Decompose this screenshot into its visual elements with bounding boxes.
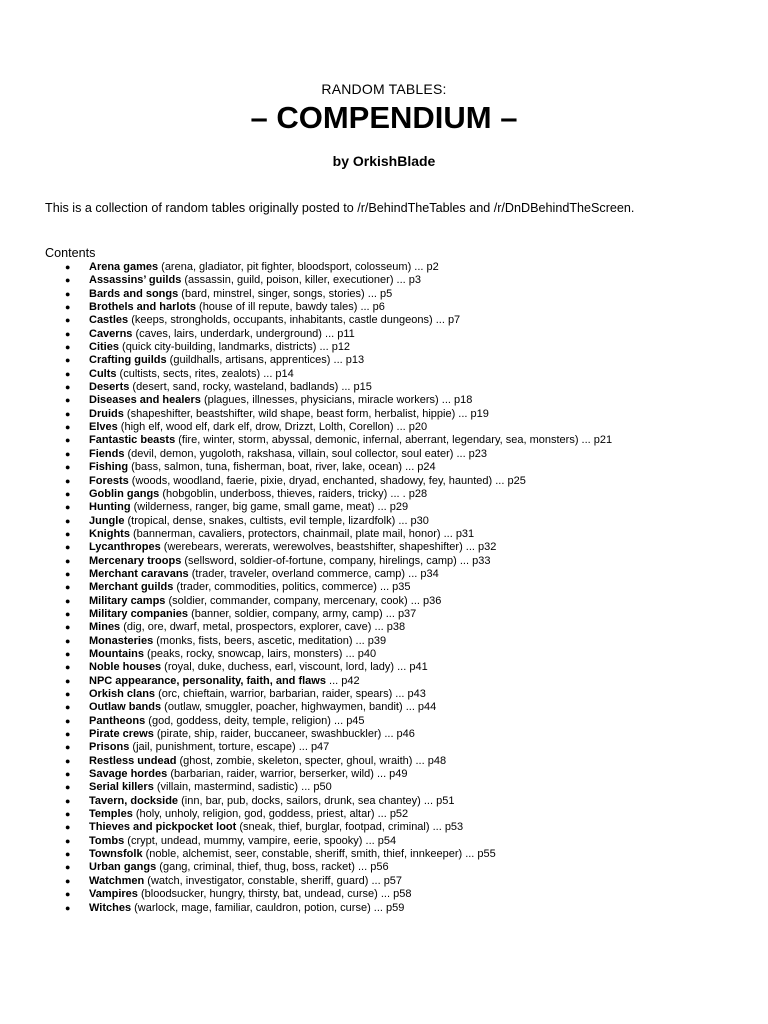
bullet-icon: ● (65, 395, 71, 406)
toc-entry (0, 341, 768, 354)
toc-entry-details: (monks, fists, beers, ascetic, meditation) ... p39 (153, 634, 387, 647)
toc-entry (0, 835, 768, 848)
toc-entry-topic: NPC appearance, personality, faith, and flaws (89, 674, 326, 687)
toc-entry-topic: Lycanthropes (89, 541, 161, 554)
bullet-icon: ● (65, 275, 71, 286)
bullet-icon: ● (65, 422, 71, 433)
toc-entry (0, 661, 768, 674)
bullet-icon: ● (65, 675, 71, 686)
toc-entry (0, 635, 768, 648)
toc-entry-details: (woods, woodland, faerie, pixie, dryad, enchanted, shadowy, fey, haunted) ... p25 (128, 474, 526, 487)
bullet-icon: ● (65, 475, 71, 486)
toc-entry-topic: Assassins’ guilds (89, 274, 182, 287)
contents-heading: Contents (45, 246, 96, 260)
toc-entry-details: (house of ill repute, bawdy tales) ... p6 (195, 301, 385, 314)
toc-entry-details: (inn, bar, pub, docks, sailors, drunk, sea chantey) ... p51 (178, 794, 455, 807)
toc-entry-topic: Diseases and healers (89, 394, 201, 407)
toc-entry-topic: Fantastic beasts (89, 434, 176, 447)
toc-entry-topic: Goblin gangs (89, 487, 160, 500)
toc-entry-details: (cultists, sects, rites, zealots) ... p14 (116, 367, 294, 380)
toc-entry-details: (pirate, ship, raider, buccaneer, swashbuckler) ... p46 (153, 728, 415, 741)
toc-entry-details: (noble, alchemist, seer, constable, sheriff, smith, thief, innkeeper) ... p55 (142, 848, 496, 861)
toc-entry (0, 808, 768, 821)
toc-entry-details: (bard, minstrel, singer, songs, stories) ... p5 (178, 287, 393, 300)
bullet-icon: ● (65, 302, 71, 313)
bullet-icon: ● (65, 488, 71, 499)
toc-entry-topic: Elves (89, 421, 118, 434)
toc-entry-topic: Orkish clans (89, 688, 156, 700)
bullet-icon: ● (65, 702, 71, 713)
toc-entry-details: (plagues, illnesses, physicians, miracle workers) ... p18 (200, 394, 473, 407)
document-kicker: RANDOM TABLES: (321, 81, 447, 97)
toc-entry (0, 461, 768, 474)
toc-entry (0, 795, 768, 808)
toc-entry (0, 528, 768, 541)
bullet-icon: ● (65, 515, 71, 526)
toc-entry-topic: Savage hordes (89, 768, 168, 781)
toc-entry-topic: Cities (89, 341, 119, 354)
toc-entry-details: (holy, unholy, religion, god, goddess, priest, altar) ... p52 (132, 808, 409, 821)
toc-entry-details: (outlaw, smuggler, poacher, highwaymen, bandit) ... p44 (161, 701, 437, 714)
toc-entry (0, 408, 768, 421)
toc-entry-details: (peaks, rocky, snowcap, lairs, monsters) ... p40 (144, 647, 377, 660)
toc-entry-topic: Pantheons (89, 714, 146, 727)
toc-entry (0, 688, 768, 701)
bullet-icon: ● (65, 662, 71, 673)
toc-entry-topic: Hunting (89, 501, 131, 514)
toc-entry-topic: Fiends (89, 447, 125, 460)
toc-entry (0, 314, 768, 327)
toc-entry (0, 875, 768, 888)
toc-entry-topic: Noble houses (89, 661, 162, 674)
toc-entry-topic: Cults (89, 367, 117, 380)
toc-entry-details: (quick city-building, landmarks, districts) ... p12 (118, 341, 351, 354)
toc-entry (0, 568, 768, 581)
toc-entry-topic: Fishing (89, 461, 129, 474)
toc-entry-topic: Bards and songs (89, 287, 179, 300)
toc-entry-details: ... p42 (325, 674, 360, 687)
toc-entry-details: (crypt, undead, mummy, vampire, eerie, spooky) ... p54 (124, 834, 397, 847)
toc-entry (0, 621, 768, 634)
toc-entry-details: (trader, traveler, overland commerce, camp) ... p34 (188, 567, 439, 580)
bullet-icon: ● (65, 288, 71, 299)
toc-entry-topic: Restless undead (89, 754, 177, 767)
toc-entry-details: (tropical, dense, snakes, cultists, evil temple, lizardfolk) ... p30 (124, 514, 429, 527)
toc-entry (0, 475, 768, 488)
toc-entry-topic: Outlaw bands (89, 701, 162, 714)
toc-entry-details: (bloodsucker, hungry, thirsty, bat, undead, curse) ... p58 (137, 888, 412, 901)
toc-entry-topic: Pirate crews (89, 728, 154, 741)
toc-entry (0, 861, 768, 874)
toc-entry-details: (hobgoblin, underboss, thieves, raiders, tricky) ... . p28 (159, 487, 428, 500)
toc-entry-details: (royal, duke, duchess, earl, viscount, lord, lady) ... p41 (161, 661, 428, 674)
bullet-icon: ● (65, 782, 71, 793)
bullet-icon: ● (65, 382, 71, 393)
toc-entry (0, 434, 768, 447)
intro-paragraph: This is a collection of random tables originally posted to /r/BehindTheTables and /r/DnDBehindTheScreen. (45, 201, 635, 215)
toc-entry-topic: Prisons (89, 741, 130, 754)
toc-entry-details: (sellsword, soldier-of-fortune, company, hirelings, camp) ... p33 (181, 554, 491, 567)
toc-entry-details: (devil, demon, yugoloth, rakshasa, villain, soul collector, soul eater) ... p23 (124, 447, 488, 460)
bullet-icon: ● (65, 769, 71, 780)
toc-entry-topic: Serial killers (89, 781, 154, 794)
toc-entry-details: (bannerman, cavaliers, protectors, chainmail, plate mail, honor) ... p31 (129, 527, 475, 540)
bullet-icon: ● (65, 502, 71, 513)
bullet-icon: ● (65, 902, 71, 913)
bullet-icon: ● (65, 635, 71, 646)
toc-entry-topic: Tavern, dockside (89, 794, 179, 807)
toc-entry (0, 448, 768, 461)
toc-entry-topic: Knights (89, 527, 130, 540)
bullet-icon: ● (65, 582, 71, 593)
toc-entry (0, 301, 768, 314)
bullet-icon: ● (65, 568, 71, 579)
toc-entry (0, 581, 768, 594)
bullet-icon: ● (65, 342, 71, 353)
toc-entry (0, 274, 768, 287)
bullet-icon: ● (65, 729, 71, 740)
bullet-icon: ● (65, 448, 71, 459)
toc-entry-topic: Watchmen (89, 874, 145, 887)
bullet-icon: ● (65, 875, 71, 886)
toc-entry (0, 675, 768, 688)
toc-entry (0, 354, 768, 367)
toc-entry (0, 381, 768, 394)
toc-entry-details: (jail, punishment, torture, escape) ... p47 (129, 741, 330, 754)
bullet-icon: ● (65, 355, 71, 366)
toc-entry-details: (ghost, zombie, skeleton, specter, ghoul, wraith) ... p48 (176, 754, 447, 767)
document-author: by OrkishBlade (332, 153, 436, 169)
bullet-icon: ● (65, 315, 71, 326)
toc-entry-details: (god, goddess, deity, temple, religion) ... p45 (145, 714, 365, 727)
toc-entry-details: (arena, gladiator, pit fighter, bloodsport, colosseum) ... p2 (158, 261, 439, 273)
bullet-icon: ● (65, 435, 71, 446)
toc-entry-details: (wilderness, ranger, big game, small game, meat) ... p29 (130, 501, 409, 514)
bullet-icon: ● (65, 528, 71, 539)
toc-entry-details: (dig, ore, dwarf, metal, prospectors, explorer, cave) ... p38 (120, 621, 406, 634)
toc-entry-topic: Merchant caravans (89, 567, 189, 580)
toc-entry-topic: Deserts (89, 381, 130, 394)
toc-entry (0, 488, 768, 501)
bullet-icon: ● (65, 542, 71, 553)
toc-entry (0, 541, 768, 554)
toc-entry (0, 902, 768, 915)
toc-entry-details: (soldier, commander, company, mercenary, cook) ... p36 (165, 594, 442, 607)
toc-entry-topic: Temples (89, 808, 133, 821)
toc-entry (0, 261, 768, 274)
bullet-icon: ● (65, 595, 71, 606)
toc-entry-topic: Tombs (89, 834, 125, 847)
toc-entry (0, 781, 768, 794)
toc-entry (0, 515, 768, 528)
toc-entry (0, 848, 768, 861)
toc-entry-topic: Druids (89, 407, 124, 420)
document-title: – COMPENDIUM – (250, 100, 518, 135)
bullet-icon: ● (65, 648, 71, 659)
toc-entry (0, 821, 768, 834)
bullet-icon: ● (65, 555, 71, 566)
toc-entry-details: (guildhalls, artisans, apprentices) ... p13 (166, 354, 365, 367)
table-of-contents (0, 261, 768, 915)
toc-entry-details: (warlock, mage, familiar, cauldron, potion, curse) ... p59 (131, 901, 405, 914)
toc-entry-details: (watch, investigator, constable, sheriff, guard) ... p57 (144, 874, 403, 887)
toc-entry-topic: Townsfolk (89, 848, 143, 861)
bullet-icon: ● (65, 862, 71, 873)
toc-entry (0, 755, 768, 768)
toc-entry-topic: Military companies (89, 607, 189, 620)
bullet-icon: ● (65, 608, 71, 619)
toc-entry (0, 741, 768, 754)
toc-entry-details: (banner, soldier, company, army, camp) ... p37 (188, 607, 417, 620)
toc-entry-details: (orc, chieftain, warrior, barbarian, raider, spears) ... p43 (155, 688, 426, 700)
toc-entry (0, 368, 768, 381)
toc-entry-details: (high elf, wood elf, dark elf, drow, Drizzt, Lolth, Corellon) ... p20 (117, 421, 428, 434)
bullet-icon: ● (65, 715, 71, 726)
bullet-icon: ● (65, 822, 71, 833)
toc-entry-details: (keeps, strongholds, occupants, inhabitants, castle dungeons) ... p7 (128, 314, 461, 327)
toc-entry (0, 648, 768, 661)
toc-entry-details: (werebears, wererats, werewolves, beastshifter, shapeshifter) ... p32 (160, 541, 497, 554)
toc-entry-topic: Mountains (89, 647, 144, 660)
toc-entry (0, 728, 768, 741)
bullet-icon: ● (65, 835, 71, 846)
bullet-icon: ● (65, 408, 71, 419)
toc-entry-details: (sneak, thief, burglar, footpad, criminal) ... p53 (236, 821, 464, 834)
toc-entry-details: (caves, lairs, underdark, underground) ... p11 (132, 327, 355, 340)
toc-entry (0, 501, 768, 514)
toc-entry-topic: Vampires (89, 888, 138, 901)
toc-entry-details: (gang, criminal, thief, thug, boss, racket) ... p56 (156, 861, 389, 874)
toc-entry (0, 715, 768, 728)
bullet-icon: ● (65, 809, 71, 820)
toc-entry-details: (shapeshifter, beastshifter, wild shape, beast form, herbalist, hippie) ... p19 (123, 407, 489, 420)
toc-entry-details: (trader, commodities, politics, commerce) ... p35 (173, 581, 411, 594)
toc-entry-details: (assassin, guild, poison, killer, executioner) ... p3 (181, 274, 422, 287)
toc-entry-topic: Forests (89, 474, 129, 487)
bullet-icon: ● (65, 368, 71, 379)
toc-entry-topic: Monasteries (89, 634, 154, 647)
toc-entry-details: (desert, sand, rocky, wasteland, badlands) ... p15 (129, 381, 372, 394)
toc-entry (0, 888, 768, 901)
toc-entry-topic: Mercenary troops (89, 554, 182, 567)
toc-entry-topic: Witches (89, 901, 132, 914)
toc-entry (0, 394, 768, 407)
toc-entry (0, 328, 768, 341)
bullet-icon: ● (65, 755, 71, 766)
toc-entry-topic: Castles (89, 314, 129, 327)
bullet-icon: ● (65, 622, 71, 633)
bullet-icon: ● (65, 889, 71, 900)
toc-entry (0, 768, 768, 781)
toc-entry-topic: Merchant guilds (89, 581, 174, 594)
bullet-icon: ● (65, 849, 71, 860)
toc-entry (0, 701, 768, 714)
toc-entry-details: (villain, mastermind, sadistic) ... p50 (153, 781, 332, 794)
toc-entry-topic: Jungle (89, 514, 125, 527)
toc-entry-details: (bass, salmon, tuna, fisherman, boat, river, lake, ocean) ... p24 (128, 461, 436, 474)
toc-entry (0, 608, 768, 621)
toc-entry-topic: Mines (89, 621, 121, 634)
bullet-icon: ● (65, 795, 71, 806)
toc-entry-topic: Urban gangs (89, 861, 157, 874)
bullet-icon: ● (65, 462, 71, 473)
toc-entry (0, 288, 768, 301)
toc-entry-details: (barbarian, raider, warrior, berserker, wild) ... p49 (167, 768, 408, 781)
toc-entry-topic: Brothels and harlots (89, 301, 196, 314)
bullet-icon: ● (65, 328, 71, 339)
toc-entry-details: (fire, winter, storm, abyssal, demonic, infernal, aberrant, legendary, sea, monsters) ... p21 (175, 434, 613, 447)
bullet-icon: ● (65, 742, 71, 753)
toc-entry (0, 421, 768, 434)
bullet-icon: ● (65, 689, 71, 699)
toc-entry (0, 555, 768, 568)
toc-entry-topic: Thieves and pickpocket loot (89, 821, 237, 834)
toc-entry-topic: Arena games (89, 261, 159, 273)
toc-entry-topic: Crafting guilds (89, 354, 167, 367)
toc-entry-topic: Military camps (89, 594, 166, 607)
bullet-icon: ● (65, 262, 71, 272)
toc-entry (0, 595, 768, 608)
toc-entry-topic: Caverns (89, 327, 133, 340)
